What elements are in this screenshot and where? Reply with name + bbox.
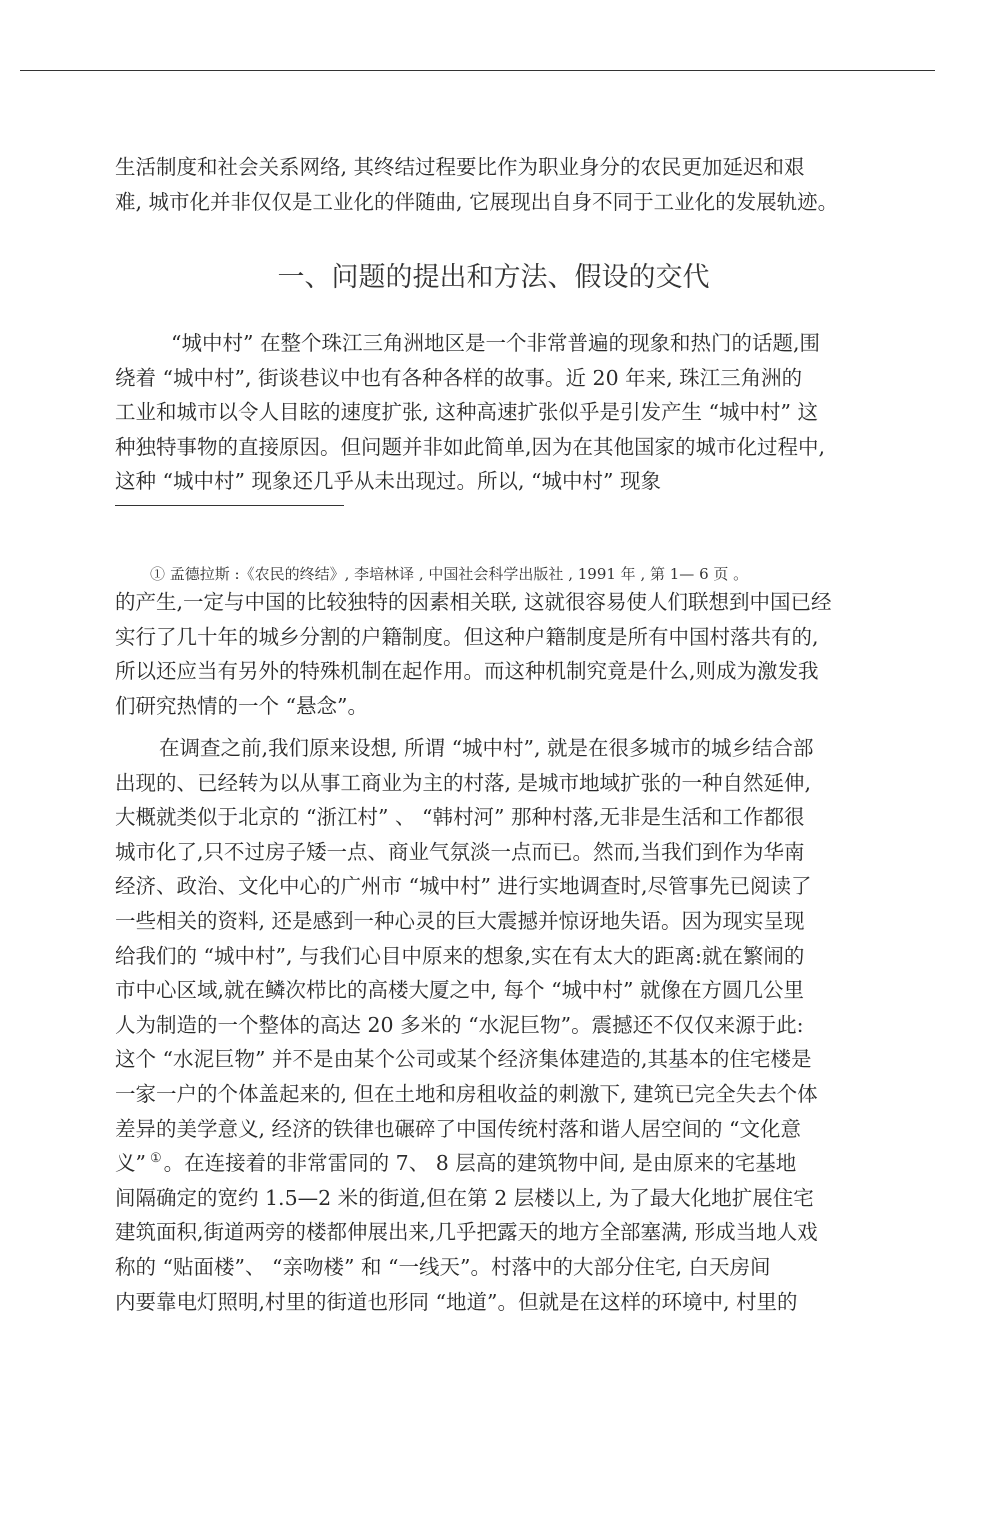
text-line: 种独特事物的直接原因。但问题并非如此简单,因为在其他国家的城市化过程中, <box>115 434 826 459</box>
text-line: 出现的、已经转为以从事工商业为主的村落, 是城市地域扩张的一种自然延伸, <box>115 770 812 795</box>
text-line: 们研究热情的一个 “悬念”。 <box>115 693 368 718</box>
text-line: 实行了几十年的城乡分割的户籍制度。但这种户籍制度是所有中国村落共有的, <box>115 624 819 649</box>
intro-paragraph <box>115 150 867 219</box>
text-line: 一些相关的资料, 还是感到一种心灵的巨大震撼并惊讶地失语。因为现实呈现 <box>115 908 805 933</box>
text-line: 的产生,一定与中国的比较独特的因素相关联, 这就很容易使人们联想到中国已经 <box>115 590 832 614</box>
paragraph-2 <box>115 731 867 1319</box>
footnote-reference[interactable]: ① <box>149 1151 162 1167</box>
paragraph-1 <box>115 326 867 499</box>
paragraph-1-continued <box>115 585 867 723</box>
text-line: 城市化了,只不过房子矮一点、商业气氛淡一点而已。然而,当我们到作为华南 <box>115 839 805 864</box>
text-line: “城中村” 在整个珠江三角洲地区是一个非常普遍的现象和热门的话题,围 <box>171 331 820 355</box>
text-line: 给我们的 “城中村”, 与我们心目中原来的想象,实在有太大的距离:就在繁闹的 <box>115 943 805 968</box>
text-line: 差异的美学意义, 经济的铁律也碾碎了中国传统村落和谐人居空间的 “文化意 <box>115 1116 802 1141</box>
text-line: 大概就类似于北京的 “浙江村” 、 “韩村河” 那种村落,无非是生活和工作都很 <box>115 805 805 830</box>
text-line: 经济、政治、文化中心的广州市 “城中村” 进行实地调查时,尽管事先已阅读了 <box>115 874 812 899</box>
text-segment: 。在连接着的非常雷同的 7、 8 层高的建筑物中间, 是由原来的宅基地 <box>163 1151 797 1176</box>
text-line: 工业和城市以令人目眩的速度扩张, 这种高速扩张似乎是引发产生 “城中村” 这 <box>115 400 819 425</box>
text-line: 建筑面积,街道两旁的楼都伸展出来,几乎把露天的地方全部塞满, 形成当地人戏 <box>115 1220 818 1245</box>
text-line: 人为制造的一个整体的高达 20 多米的 “水泥巨物”。震撼还不仅仅来源于此: <box>115 1012 804 1037</box>
text-line: 内要靠电灯照明,村里的街道也形同 “地道”。但就是在这样的环境中, 村里的 <box>115 1289 798 1314</box>
text-line: 这种 “城中村” 现象还几乎从未出现过。所以, “城中村” 现象 <box>115 469 662 494</box>
text-line: 这个 “水泥巨物” 并不是由某个公司或某个经济集体建造的,其基本的住宅楼是 <box>115 1047 812 1072</box>
text-line: 在调查之前,我们原来设想, 所谓 “城中村”, 就是在很多城市的城乡结合部 <box>159 736 814 760</box>
text-line: 绕着 “城中村”, 街谈巷议中也有各种各样的故事。近 20 年来, 珠江三角洲的 <box>115 365 803 390</box>
text-line: 所以还应当有另外的特殊机制在起作用。而这种机制究竟是什么,则成为激发我 <box>115 659 819 684</box>
header-rule <box>20 70 935 71</box>
section-heading: 一、问题的提出和方法、假设的交代 <box>277 262 710 293</box>
footnote: ① 孟德拉斯 :《农民的终结》, 李培林译 , 中国社会科学出版社 , 1991 年 , 第 1— 6 页 。 <box>150 565 749 583</box>
text-line: 生活制度和社会关系网络, 其终结过程要比作为职业身分的农民更加延迟和艰 <box>115 155 805 179</box>
text-segment: 义” <box>115 1151 146 1176</box>
footnote-rule <box>115 505 344 506</box>
text-line-with-note <box>115 1146 867 1181</box>
text-line: 间隔确定的宽约 1.5—2 米的街道,但在第 2 层楼以上, 为了最大化地扩展住宅 <box>115 1185 814 1210</box>
text-line: 难, 城市化并非仅仅是工业化的伴随曲, 它展现出自身不同于工业化的发展轨迹。 <box>115 189 839 214</box>
text-line: 称的 “贴面楼”、 “亲吻楼” 和 “一线天”。村落中的大部分住宅, 白天房间 <box>115 1254 771 1279</box>
text-line: 一家一户的个体盖起来的, 但在土地和房租收益的刺激下, 建筑已完全失去个体 <box>115 1081 818 1106</box>
text-line: 市中心区域,就在鳞次栉比的高楼大厦之中, 每个 “城中村” 就像在方圆几公里 <box>115 978 805 1003</box>
